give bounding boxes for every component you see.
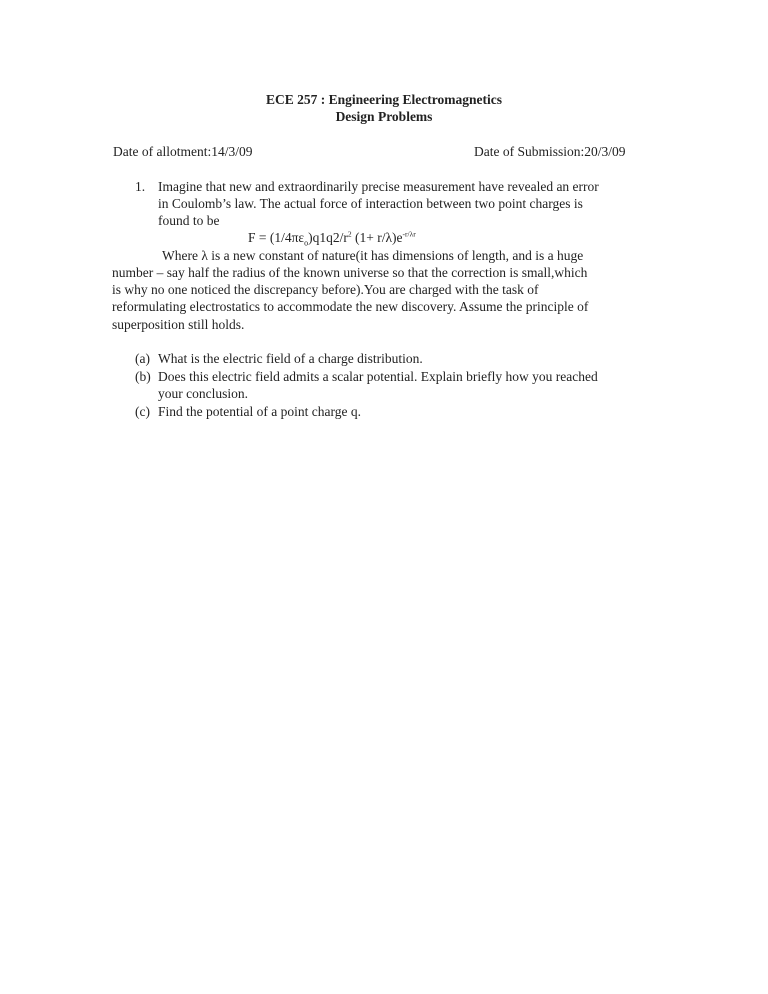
course-title: ECE 257 : Engineering Electromagnetics	[266, 92, 502, 107]
paragraph-line: superposition still holds.	[112, 317, 245, 332]
formula-eps-sub: o	[304, 238, 309, 248]
subpart-text: Does this electric field admits a scalar potential. Explain briefly how you reached	[158, 369, 598, 384]
subpart-text: Find the potential of a point charge q.	[158, 404, 361, 419]
subpart-text: What is the electric field of a charge distribution.	[158, 351, 423, 366]
document-subtitle: Design Problems	[335, 109, 433, 124]
problem-line: Imagine that new and extraordinarily precise measurement have revealed an error	[158, 179, 599, 194]
formula-e-exp: -r/λr	[402, 229, 416, 239]
paragraph-line: number – say half the radius of the known universe so that the correction is small,which	[112, 265, 588, 280]
formula-lhs: F = (1/4πε	[248, 230, 305, 245]
subpart-text-continued: your conclusion.	[158, 386, 248, 401]
problem-line: in Coulomb’s law. The actual force of interaction between two point charges is	[158, 196, 583, 211]
subpart-label: (a)	[135, 351, 150, 366]
formula-tail: (1+ r/λ)e	[351, 230, 403, 245]
date-of-submission: Date of Submission:20/3/09	[474, 144, 626, 159]
paragraph-line: reformulating electrostatics to accommodate the new discovery. Assume the principle of	[112, 299, 589, 314]
problem-number: 1.	[135, 179, 146, 194]
force-formula	[248, 229, 416, 246]
paragraph-line: is why no one noticed the discrepancy before).You are charged with the task of	[112, 282, 539, 297]
formula-mid: )q1q2/r	[308, 230, 348, 245]
subpart-label: (b)	[135, 369, 151, 384]
subpart-label: (c)	[135, 404, 150, 419]
date-of-allotment: Date of allotment:14/3/09	[113, 144, 253, 159]
formula-r-exp: 2	[347, 229, 352, 239]
paragraph-line: Where λ is a new constant of nature(it has dimensions of length, and is a huge	[162, 248, 584, 263]
problem-line: found to be	[158, 213, 220, 228]
